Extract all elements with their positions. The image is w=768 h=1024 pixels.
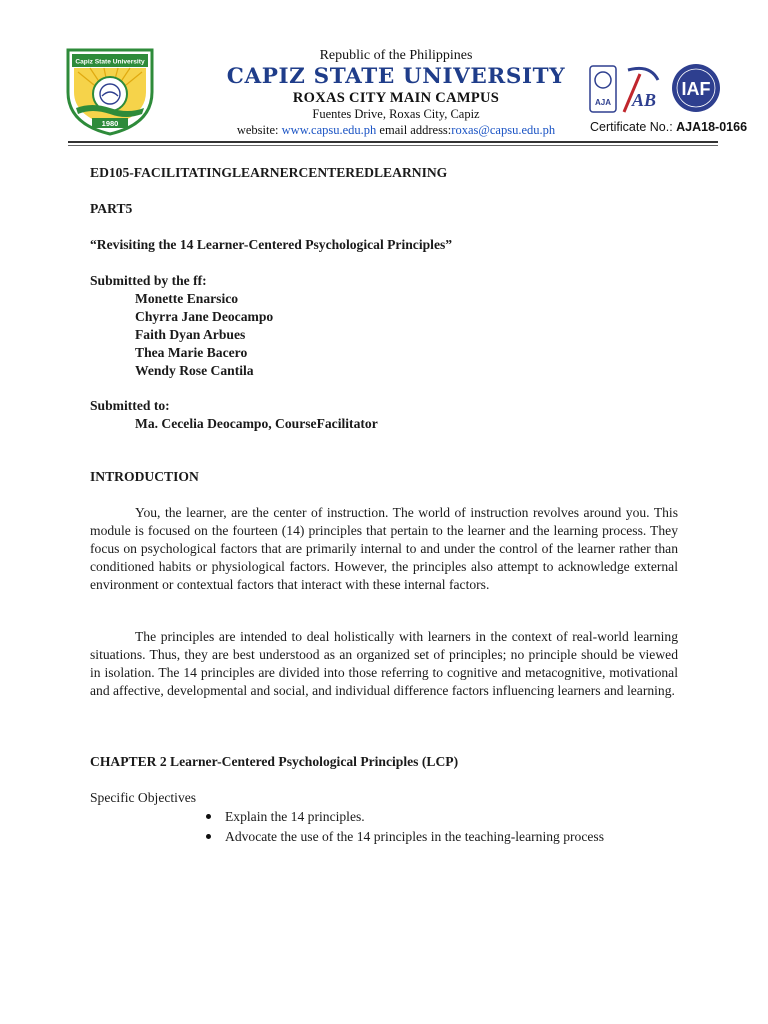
facilitator-name: Ma. Cecelia Deocampo, CourseFacilitator [135, 416, 378, 431]
contact-line [200, 122, 592, 138]
objectives-label: Specific Objectives [90, 790, 197, 805]
iaf-logo-text: IAF [681, 79, 711, 99]
author-name: Chyrra Jane Deocampo [135, 309, 274, 324]
certificate-value: AJA18-0166 [676, 120, 748, 134]
objectives-list [90, 807, 680, 847]
chapter-heading: CHAPTER 2 Learner-Centered Psychological Principles (LCP) [90, 754, 459, 769]
website-link[interactable]: www.capsu.edu.ph [281, 123, 377, 137]
introduction-paragraph-2: The principles are intended to deal holistically with learners in the context of real-world learning situations. Thus, they are best understood as an organized set of principles; no principle should be viewed in isolation. The 14 principles are divided into those referring to cognitive and metacognitive, motivational and affective, developmental and social, and individual difference factors influencing learners and learning. [90, 629, 678, 698]
jab-logo-text: AB [632, 90, 657, 110]
submitted-to-section [90, 397, 680, 433]
author-name: Faith Dyan Arbues [135, 327, 246, 342]
seal-name-text: Capiz State University [75, 58, 145, 66]
objectives-section [90, 789, 680, 847]
certificate-number [590, 120, 748, 134]
email-label: email address: [376, 123, 452, 137]
iaf-logo-icon [672, 64, 720, 112]
republic-line: Republic of the Philippines [319, 48, 473, 63]
university-name: CAPIZ STATE UNIVERSITY [226, 64, 566, 89]
introduction-heading: INTRODUCTION [90, 469, 199, 484]
document-title: “Revisiting the 14 Learner-Centered Psychological Principles” [90, 237, 453, 252]
certificate-label: Certificate No.: [590, 120, 677, 134]
aja-logo-text: AJA [594, 98, 612, 107]
author-name: Wendy Rose Cantila [135, 363, 254, 378]
campus-name: ROXAS CITY MAIN CAMPUS [292, 90, 500, 106]
campus-address: Fuentes Drive, Roxas City, Capiz [312, 107, 480, 121]
aja-logo-icon [590, 66, 616, 112]
submitted-by-section [90, 272, 680, 380]
part-label: PART5 [90, 201, 133, 216]
introduction-paragraph-1: You, the learner, are the center of instruction. The world of instruction revolves around you. This module is focused on the fourteen (14) principles that pertain to the learner and the learning process. They focus on psychological factors that are primarily internal to and under the control of the learner rather than conditioned habits or physiological factors. However, the principles also attempt to acknowledge external environment or contextual factors that interact with these internal factors. [90, 505, 678, 592]
author-name: Monette Enarsico [135, 291, 239, 306]
university-seal-icon [64, 46, 156, 136]
list-item: Advocate the use of the 14 principles in the teaching-learning process [90, 827, 680, 847]
website-label: website: [236, 123, 282, 137]
submitted-to-label: Submitted to: [90, 398, 170, 413]
email-link[interactable]: roxas@capsu.edu.ph [451, 123, 556, 137]
list-item: Explain the 14 principles. [90, 807, 680, 827]
header-divider-thin [68, 145, 718, 146]
certification-logos [588, 62, 724, 118]
header-divider [68, 141, 718, 143]
submitted-by-label: Submitted by the ff: [90, 273, 207, 288]
letterhead [0, 0, 768, 150]
seal-year-text: 1980 [101, 119, 119, 128]
course-code: ED105-FACILITATINGLEARNERCENTEREDLEARNING [90, 165, 448, 180]
letterhead-text-block [200, 48, 592, 138]
author-name: Thea Marie Bacero [135, 345, 248, 360]
jab-logo-icon [624, 68, 658, 112]
